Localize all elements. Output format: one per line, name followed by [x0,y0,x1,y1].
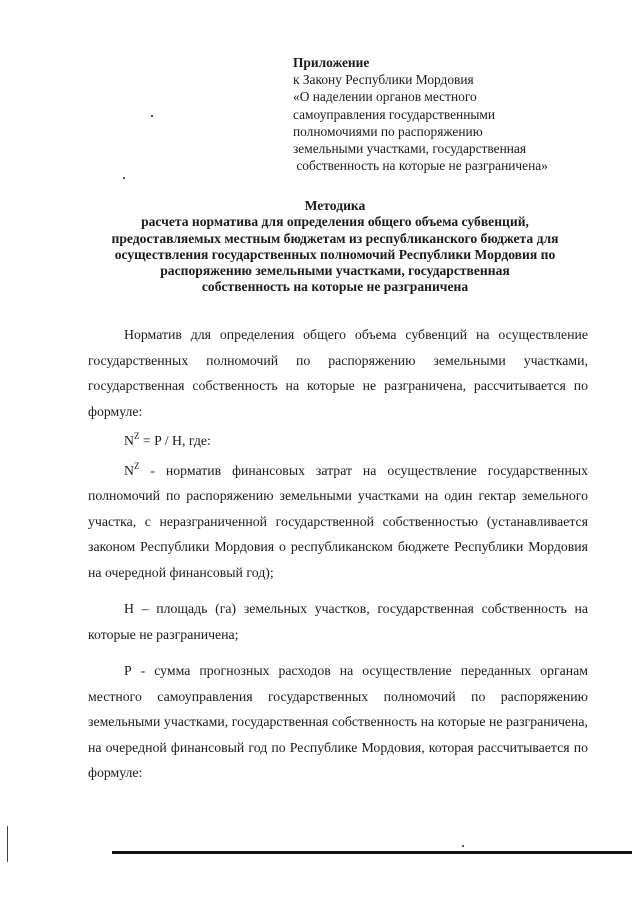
document-title [70,198,600,296]
formula [88,424,588,454]
scan-speck [462,845,464,847]
title-line: расчета норматива для определения общего объема субвенций, [141,214,529,230]
title-line: предоставляемых местным бюджетам из республиканского бюджета для [111,230,559,246]
definition-h: Н – площадь (га) земельных участков, государственная собственность на которые не разграничена; [88,601,588,642]
appendix-line: к Закону Республики Мордовия [293,72,474,88]
scan-edge-mark [7,826,8,862]
appendix-line: самоуправления государственными [293,106,496,122]
definition-n [88,454,588,586]
title-line: распоряжению земельными участками, государственная [160,263,510,279]
appendix-line: собственность на которые не разграничена» [293,158,548,174]
appendix-line: земельными участками, государственная [293,141,527,157]
appendix-line: «О наделении органов местного [293,89,477,105]
document-body [88,322,588,786]
scan-speck [123,177,125,179]
definition-p: Р - сумма прогнозных расходов на осуществление переданных органам местного самоуправления государственных полномочий по распоряжению земельными участками, государственная собственность на которые не разграничена, на очередной финансовый год по Республике Мордовия, которая рассчитывается по формуле: [88,663,588,780]
title-line: Методика [304,198,366,213]
formula-superscript: Z [133,431,140,441]
definition-n-text: - норматив финансовых затрат на осуществление государственных полномочий по распоряжению земельными участками на один гектар земельного участка, с неразграниченной государственной собственностью (устанавливается законом Республики Мордовия о республиканском бюджете Республики Мордовия на очередной финансовый год); [88,462,588,580]
title-line: собственность на которые не разграничена [201,279,469,295]
definition-n-symbol: N [124,462,134,478]
scan-bottom-line [112,851,632,854]
definition-n-superscript: Z [133,460,140,471]
appendix-block [293,54,613,174]
scan-speck [151,115,153,117]
intro-paragraph: Норматив для определения общего объема субвенций на осуществление государственных полномочий по распоряжению земельными участками, государственная собственность на которые не разграничена, рассчитывается по формуле: [88,327,588,419]
title-line: осуществления государственных полномочий Республики Мордовия по [114,246,556,262]
formula-symbol: N [124,433,134,448]
appendix-line: полномочиями по распоряжению [293,123,483,139]
formula-expression: = P / H, где: [139,433,211,448]
appendix-heading: Приложение [293,55,370,70]
